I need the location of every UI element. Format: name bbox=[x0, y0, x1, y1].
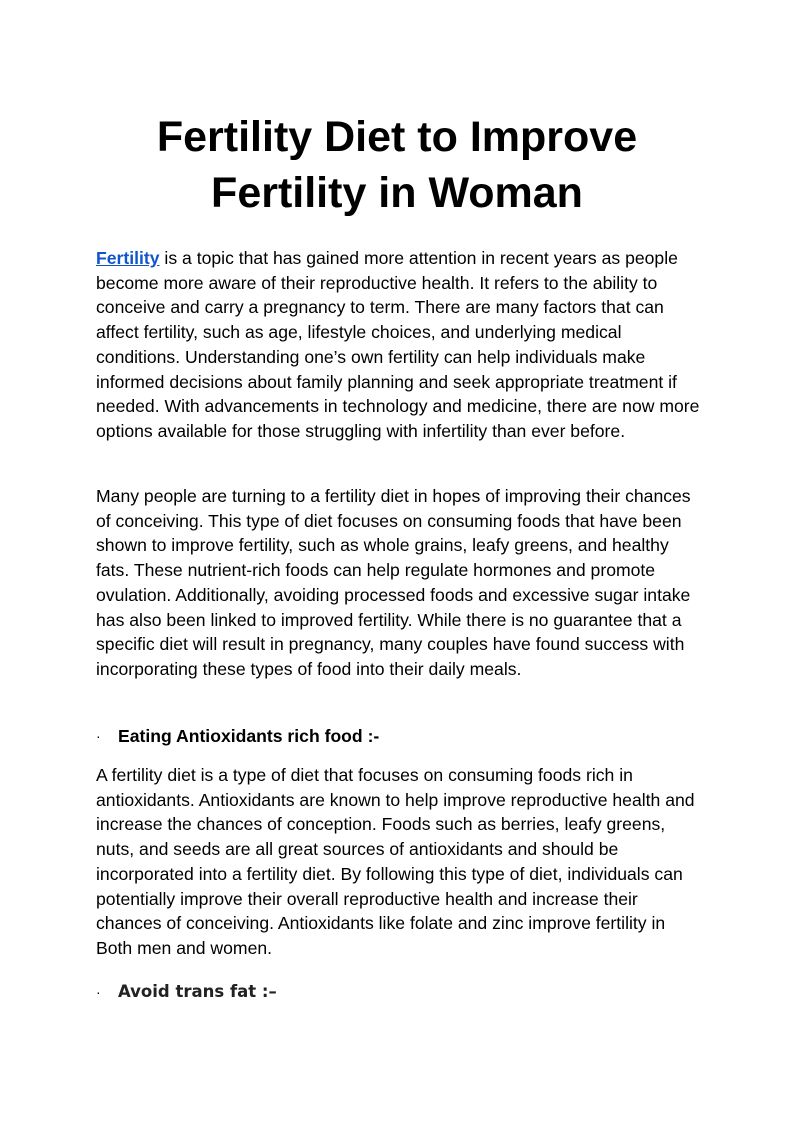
fertility-link[interactable]: Fertility bbox=[96, 248, 160, 268]
title-line-1: Fertility Diet to Improve bbox=[156, 113, 638, 161]
intro-paragraph bbox=[96, 246, 702, 444]
bullet-marker: · bbox=[96, 984, 101, 1000]
diet-paragraph: Many people are turning to a fertility diet in hopes of improving their chances of conceiving. This type of diet focuses on consuming foods that have been shown to improve fertility, such as whole grains, leafy greens, and healthy fats. These nutrient-rich foods can help regulate hormones and promote ovulation. Additionally, avoiding processed foods and excessive sugar intake has also been linked to improved fertility. While there is no guarantee that a specific diet will result in pregnancy, many couples have found success with incorporating these types of food into their daily meals. bbox=[96, 486, 691, 679]
intro-text: is a topic that has gained more attention in recent years as people become more aware of their reproductive health. It refers to the ability to conceive and carry a pregnancy to term. There are many factors that can affect fertility, such as age, lifestyle choices, and underlying medical conditions. Understanding one’s own fertility can help individuals make informed decisions about family planning and seek appropriate treatment if needed. With advancements in technology and medicine, there are now more options available for those struggling with infertility than ever before. bbox=[96, 248, 700, 441]
bullet-marker: · bbox=[96, 728, 101, 744]
page-title bbox=[96, 109, 698, 221]
bullet-heading-antioxidants: Eating Antioxidants rich food :- bbox=[118, 726, 380, 746]
bullet-heading-trans-fat: Avoid trans fat :– bbox=[118, 982, 277, 1001]
bullet-antioxidants bbox=[96, 723, 702, 749]
title-line-2: Fertility in Woman bbox=[211, 169, 583, 217]
bullet-trans-fat bbox=[96, 979, 702, 1005]
antioxidants-paragraph: A fertility diet is a type of diet that focuses on consuming foods rich in antioxidants. Antioxidants are known to help improve reproductive health and increase the chances of conception. Foods such as berries, leafy greens, nuts, and seeds are all great sources of antioxidants and should be incorporated into a fertility diet. By following this type of diet, individuals can potentially improve their overall reproductive health and increase their chances of conceiving. Antioxidants like folate and zinc improve fertility in Both men and women. bbox=[96, 765, 695, 958]
